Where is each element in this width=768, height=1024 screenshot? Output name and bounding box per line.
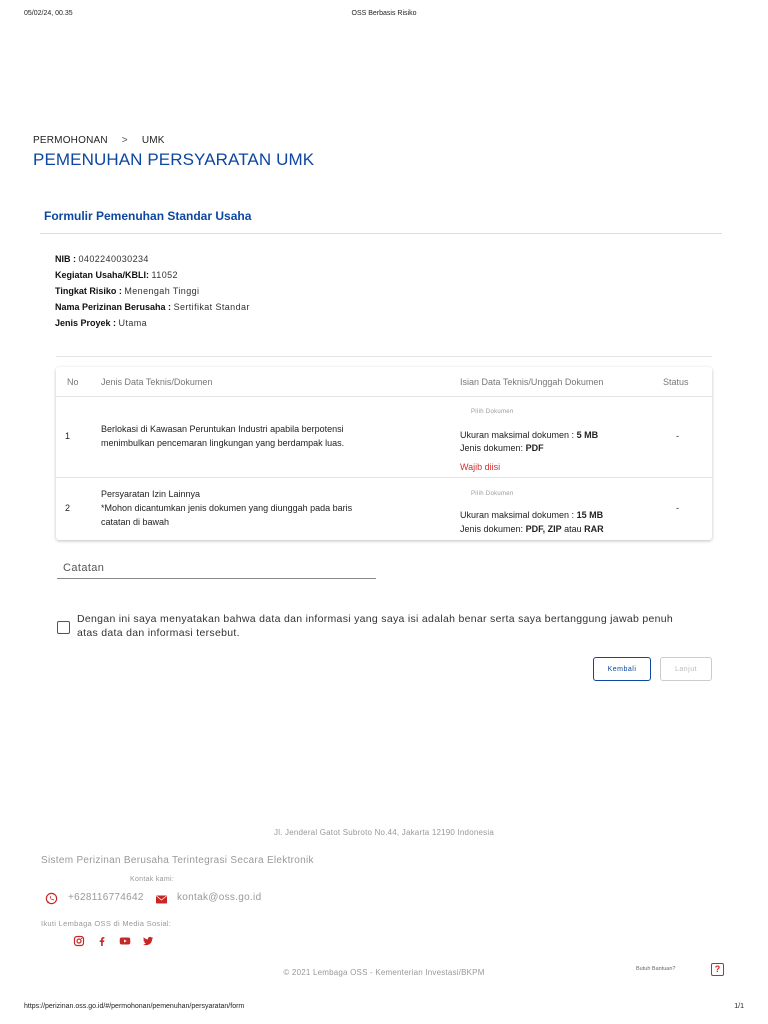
footer-email[interactable]: kontak@oss.go.id xyxy=(177,892,262,903)
row1-desc-line1: Berlokasi di Kawasan Peruntukan Industri apabila berpotensi xyxy=(101,424,344,434)
print-url: https://perizinan.oss.go.id/#/permohonan/pemenuhan/persyaratan/form xyxy=(24,1003,245,1010)
info-section xyxy=(55,251,250,331)
footer-system-name: Sistem Perizinan Berusaha Terintegrasi Secara Elektronik xyxy=(41,855,314,866)
footer-copyright: © 2021 Lembaga OSS - Kementerian Investasi/BKPM xyxy=(283,968,485,977)
row1-desc-line2: menimbulkan pencemaran lingkungan yang berdampak luas. xyxy=(101,438,345,448)
print-header xyxy=(24,10,744,22)
divider xyxy=(56,356,712,357)
info-nib: NIB : 0402240030234 xyxy=(55,254,149,264)
row2-desc-line3: catatan di bawah xyxy=(101,517,170,527)
print-title: OSS Berbasis Risiko xyxy=(351,10,417,17)
mail-icon[interactable] xyxy=(156,895,167,904)
info-proyek: Jenis Proyek : Utama xyxy=(55,318,148,328)
row2-no: 2 xyxy=(65,503,71,513)
row1-required: Wajib diisi xyxy=(460,462,501,472)
breadcrumb xyxy=(33,135,165,146)
row1-no: 1 xyxy=(65,431,71,441)
help-icon[interactable]: ? xyxy=(711,963,724,976)
divider xyxy=(56,396,712,397)
page-title: PEMENUHAN PERSYARATAN UMK xyxy=(33,150,315,169)
row1-size: Ukuran maksimal dokumen : 5 MB xyxy=(460,430,599,440)
row2-size: Ukuran maksimal dokumen : 15 MB xyxy=(460,510,604,520)
whatsapp-icon[interactable] xyxy=(45,892,58,905)
divider xyxy=(40,233,722,234)
divider xyxy=(56,477,712,478)
row2-upload-button[interactable]: Pilih Dokumen xyxy=(471,491,514,497)
row2-desc-line1: Persyaratan Izin Lainnya xyxy=(101,489,201,499)
footer-phone[interactable]: +628116774642 xyxy=(68,892,144,903)
agreement-checkbox[interactable] xyxy=(57,621,70,634)
info-perizinan: Nama Perizinan Berusaha : Sertifikat Standar xyxy=(55,302,250,312)
facebook-icon[interactable] xyxy=(96,935,108,947)
header-isian: Isian Data Teknis/Unggah Dokumen xyxy=(460,377,604,387)
back-button[interactable]: Kembali xyxy=(593,657,651,681)
youtube-icon[interactable] xyxy=(119,935,131,947)
breadcrumb-permohonan[interactable]: PERMOHONAN xyxy=(33,135,108,146)
chevron-right-icon: > xyxy=(121,135,128,146)
form-title: Formulir Pemenuhan Standar Usaha xyxy=(44,209,252,223)
print-footer xyxy=(24,1003,744,1015)
row2-status: - xyxy=(676,503,679,513)
notes-underline xyxy=(57,578,376,579)
row1-type: Jenis dokumen: PDF xyxy=(460,443,544,453)
social-label: Ikuti Lembaga OSS di Media Sosial: xyxy=(41,919,172,928)
row2-type: Jenis dokumen: PDF, ZIP atau RAR xyxy=(460,524,604,534)
help-label: Butuh Bantuan? xyxy=(636,966,676,972)
header-jenis: Jenis Data Teknis/Dokumen xyxy=(101,377,213,387)
header-no: No xyxy=(67,377,79,387)
breadcrumb-umk[interactable]: UMK xyxy=(141,135,165,146)
instagram-icon[interactable] xyxy=(73,935,85,947)
requirements-table xyxy=(56,367,712,540)
header-status: Status xyxy=(663,377,689,387)
footer-address: Jl. Jenderal Gatot Subroto No.44, Jakarta 12190 Indonesia xyxy=(274,828,494,837)
row1-upload-button[interactable]: Pilih Dokumen xyxy=(471,409,514,415)
row1-status: - xyxy=(676,431,679,441)
twitter-icon[interactable] xyxy=(142,935,154,947)
print-date: 05/02/24, 00.35 xyxy=(24,10,73,17)
info-risiko: Tingkat Risiko : Menengah Tinggi xyxy=(55,286,200,296)
row2-desc-line2: *Mohon dicantumkan jenis dokumen yang diunggah pada baris xyxy=(101,503,353,513)
notes-input[interactable]: Catatan xyxy=(63,562,105,574)
agreement-text: Dengan ini saya menyatakan bahwa data dan informasi yang saya isi adalah benar serta saya bertanggung jawab penuh atas data dan informasi tersebut. xyxy=(77,613,674,639)
next-button[interactable]: Lanjut xyxy=(660,657,712,681)
contact-label: Kontak kami: xyxy=(130,876,175,883)
print-page-number: 1/1 xyxy=(734,1003,744,1010)
info-kegiatan: Kegiatan Usaha/KBLI: 11052 xyxy=(55,270,178,280)
